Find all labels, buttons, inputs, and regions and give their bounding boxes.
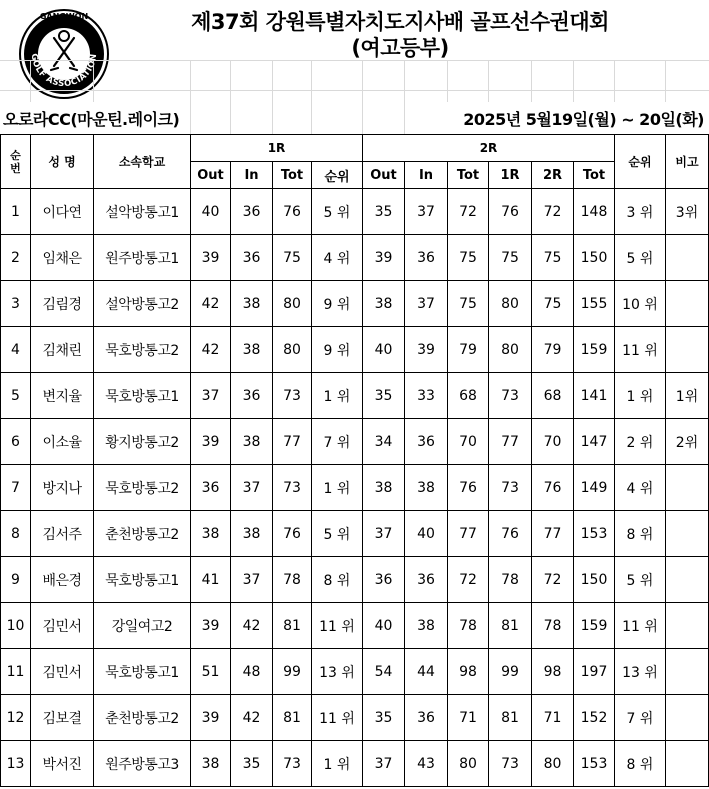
r2-total-score: 76 xyxy=(448,465,489,511)
page-subtitle: (여고등부) xyxy=(351,36,449,60)
r2-out-score: 40 xyxy=(363,603,405,649)
header-sum-2r: 2R xyxy=(532,162,574,189)
header-r1-in: In xyxy=(231,162,273,189)
r1-in-score: 42 xyxy=(231,695,273,741)
round2-score: 75 xyxy=(532,235,574,281)
round2-score: 68 xyxy=(532,373,574,419)
r2-in-score: 38 xyxy=(405,465,448,511)
player-name: 김서주 xyxy=(31,511,94,557)
player-name: 이다연 xyxy=(31,189,94,235)
player-school: 원주방통고3 xyxy=(94,741,191,787)
r2-in-score: 36 xyxy=(405,419,448,465)
header-r2-tot: Tot xyxy=(448,162,489,189)
header-remark: 비고 xyxy=(666,135,709,189)
player-name: 김채린 xyxy=(31,327,94,373)
r2-total-score: 72 xyxy=(448,189,489,235)
r2-out-score: 35 xyxy=(363,373,405,419)
r2-total-score: 79 xyxy=(448,327,489,373)
r1-in-score: 38 xyxy=(231,327,273,373)
table-row xyxy=(1,557,709,603)
remark: 3위 xyxy=(666,189,709,235)
venue-label: 오로라CC(마운틴.레이크) xyxy=(3,107,183,130)
r1-rank: 7 위 xyxy=(312,419,363,465)
player-no: 4 xyxy=(1,327,31,373)
r1-out-score: 39 xyxy=(191,419,231,465)
table-row xyxy=(1,741,709,787)
r2-out-score: 35 xyxy=(363,189,405,235)
table-row xyxy=(1,465,709,511)
r1-total-score: 76 xyxy=(273,189,312,235)
grand-total-score: 147 xyxy=(574,419,615,465)
player-school: 설악방통고2 xyxy=(94,281,191,327)
r2-out-score: 35 xyxy=(363,695,405,741)
r2-total-score: 71 xyxy=(448,695,489,741)
round2-score: 72 xyxy=(532,189,574,235)
golf-ball-icon xyxy=(59,31,69,41)
player-name: 배은경 xyxy=(31,557,94,603)
r2-out-score: 34 xyxy=(363,419,405,465)
header-round1: 1R xyxy=(191,135,363,162)
player-name: 김민서 xyxy=(31,649,94,695)
header-r1-out: Out xyxy=(191,162,231,189)
round1-score: 73 xyxy=(489,465,532,511)
r2-in-score: 40 xyxy=(405,511,448,557)
player-school: 춘천방통고2 xyxy=(94,511,191,557)
player-school: 묵호방통고2 xyxy=(94,327,191,373)
round2-score: 98 xyxy=(532,649,574,695)
r1-in-score: 37 xyxy=(231,465,273,511)
player-no: 13 xyxy=(1,741,31,787)
event-info-row xyxy=(0,102,709,134)
r1-in-score: 36 xyxy=(231,189,273,235)
round1-score: 99 xyxy=(489,649,532,695)
round1-score: 81 xyxy=(489,695,532,741)
player-no: 11 xyxy=(1,649,31,695)
r1-total-score: 73 xyxy=(273,465,312,511)
round1-score: 80 xyxy=(489,327,532,373)
grand-total-score: 197 xyxy=(574,649,615,695)
player-name: 임채은 xyxy=(31,235,94,281)
r1-rank: 1 위 xyxy=(312,741,363,787)
round1-score: 73 xyxy=(489,741,532,787)
r1-in-score: 35 xyxy=(231,741,273,787)
final-rank: 1 위 xyxy=(615,373,666,419)
grand-total-score: 150 xyxy=(574,235,615,281)
r1-total-score: 77 xyxy=(273,419,312,465)
r1-in-score: 38 xyxy=(231,419,273,465)
player-no: 1 xyxy=(1,189,31,235)
header-sum-1r: 1R xyxy=(489,162,532,189)
r2-out-score: 40 xyxy=(363,327,405,373)
round1-score: 81 xyxy=(489,603,532,649)
round1-score: 77 xyxy=(489,419,532,465)
grand-total-score: 150 xyxy=(574,557,615,603)
header-round2: 2R xyxy=(363,135,615,162)
player-school: 원주방통고1 xyxy=(94,235,191,281)
results-table xyxy=(0,134,709,787)
final-rank: 2 위 xyxy=(615,419,666,465)
round2-score: 80 xyxy=(532,741,574,787)
round2-score: 72 xyxy=(532,557,574,603)
player-school: 황지방통고2 xyxy=(94,419,191,465)
remark xyxy=(666,695,709,741)
r1-in-score: 42 xyxy=(231,603,273,649)
final-rank: 4 위 xyxy=(615,465,666,511)
r1-rank: 11 위 xyxy=(312,603,363,649)
remark xyxy=(666,511,709,557)
round1-score: 80 xyxy=(489,281,532,327)
r1-out-score: 37 xyxy=(191,373,231,419)
grand-total-score: 153 xyxy=(574,741,615,787)
table-row xyxy=(1,281,709,327)
table-row xyxy=(1,511,709,557)
final-rank: 8 위 xyxy=(615,511,666,557)
player-no: 2 xyxy=(1,235,31,281)
r1-total-score: 76 xyxy=(273,511,312,557)
r2-out-score: 36 xyxy=(363,557,405,603)
player-name: 이소율 xyxy=(31,419,94,465)
r2-total-score: 72 xyxy=(448,557,489,603)
r1-out-score: 38 xyxy=(191,741,231,787)
r2-in-score: 37 xyxy=(405,281,448,327)
r1-total-score: 80 xyxy=(273,281,312,327)
r2-total-score: 68 xyxy=(448,373,489,419)
player-no: 12 xyxy=(1,695,31,741)
round2-score: 75 xyxy=(532,281,574,327)
table-row xyxy=(1,695,709,741)
final-rank: 10 위 xyxy=(615,281,666,327)
r1-in-score: 48 xyxy=(231,649,273,695)
r1-out-score: 36 xyxy=(191,465,231,511)
player-no: 6 xyxy=(1,419,31,465)
player-name: 김림경 xyxy=(31,281,94,327)
header-r2-out: Out xyxy=(363,162,405,189)
r1-total-score: 75 xyxy=(273,235,312,281)
r1-out-score: 42 xyxy=(191,327,231,373)
final-rank: 3 위 xyxy=(615,189,666,235)
player-no: 9 xyxy=(1,557,31,603)
header-final-rank: 순위 xyxy=(615,135,666,189)
r1-out-score: 39 xyxy=(191,603,231,649)
remark xyxy=(666,465,709,511)
player-school: 묵호방통고1 xyxy=(94,649,191,695)
player-no: 10 xyxy=(1,603,31,649)
remark xyxy=(666,281,709,327)
table-row xyxy=(1,373,709,419)
player-school: 강일여고2 xyxy=(94,603,191,649)
r1-out-score: 41 xyxy=(191,557,231,603)
round2-score: 78 xyxy=(532,603,574,649)
r1-rank: 13 위 xyxy=(312,649,363,695)
page-title: 제37회 강원특별자치도지사배 골프선수권대회 xyxy=(191,10,609,34)
player-no: 5 xyxy=(1,373,31,419)
player-school: 묵호방통고1 xyxy=(94,373,191,419)
r1-in-score: 38 xyxy=(231,511,273,557)
final-rank: 8 위 xyxy=(615,741,666,787)
r2-out-score: 54 xyxy=(363,649,405,695)
player-name: 방지나 xyxy=(31,465,94,511)
r2-out-score: 38 xyxy=(363,281,405,327)
r2-total-score: 80 xyxy=(448,741,489,787)
grand-total-score: 159 xyxy=(574,327,615,373)
final-rank: 5 위 xyxy=(615,557,666,603)
r2-in-score: 43 xyxy=(405,741,448,787)
remark xyxy=(666,557,709,603)
round2-score: 71 xyxy=(532,695,574,741)
grand-total-score: 149 xyxy=(574,465,615,511)
r2-in-score: 38 xyxy=(405,603,448,649)
remark: 2위 xyxy=(666,419,709,465)
r2-total-score: 98 xyxy=(448,649,489,695)
table-row xyxy=(1,603,709,649)
r1-out-score: 39 xyxy=(191,695,231,741)
r1-in-score: 38 xyxy=(231,281,273,327)
r1-out-score: 40 xyxy=(191,189,231,235)
r1-total-score: 81 xyxy=(273,695,312,741)
header-total: Tot xyxy=(574,162,615,189)
header-r1-rank: 순위 xyxy=(312,162,363,189)
remark: 1위 xyxy=(666,373,709,419)
player-name: 김보결 xyxy=(31,695,94,741)
table-row xyxy=(1,189,709,235)
round2-score: 76 xyxy=(532,465,574,511)
player-no: 8 xyxy=(1,511,31,557)
r2-out-score: 38 xyxy=(363,465,405,511)
player-name: 박서진 xyxy=(31,741,94,787)
r2-in-score: 37 xyxy=(405,189,448,235)
r1-out-score: 51 xyxy=(191,649,231,695)
round1-score: 75 xyxy=(489,235,532,281)
r1-out-score: 42 xyxy=(191,281,231,327)
final-rank: 11 위 xyxy=(615,603,666,649)
r1-rank: 5 위 xyxy=(312,511,363,557)
r2-in-score: 36 xyxy=(405,557,448,603)
r2-in-score: 33 xyxy=(405,373,448,419)
final-rank: 5 위 xyxy=(615,235,666,281)
round1-score: 78 xyxy=(489,557,532,603)
round1-score: 73 xyxy=(489,373,532,419)
round2-score: 79 xyxy=(532,327,574,373)
remark xyxy=(666,603,709,649)
spreadsheet-empty-grid xyxy=(0,60,709,102)
grand-total-score: 153 xyxy=(574,511,615,557)
remark xyxy=(666,649,709,695)
final-rank: 7 위 xyxy=(615,695,666,741)
header-name: 성 명 xyxy=(31,135,94,189)
remark xyxy=(666,327,709,373)
player-name: 김민서 xyxy=(31,603,94,649)
r1-rank: 5 위 xyxy=(312,189,363,235)
header-r2-in: In xyxy=(405,162,448,189)
r1-in-score: 36 xyxy=(231,235,273,281)
table-row xyxy=(1,235,709,281)
r2-total-score: 78 xyxy=(448,603,489,649)
player-no: 3 xyxy=(1,281,31,327)
grand-total-score: 159 xyxy=(574,603,615,649)
header-r1-tot: Tot xyxy=(273,162,312,189)
round2-score: 77 xyxy=(532,511,574,557)
grand-total-score: 155 xyxy=(574,281,615,327)
player-school: 묵호방통고2 xyxy=(94,465,191,511)
r1-total-score: 99 xyxy=(273,649,312,695)
player-school: 설악방통고1 xyxy=(94,189,191,235)
r1-rank: 9 위 xyxy=(312,327,363,373)
r1-rank: 11 위 xyxy=(312,695,363,741)
r1-out-score: 38 xyxy=(191,511,231,557)
round2-score: 70 xyxy=(532,419,574,465)
grand-total-score: 148 xyxy=(574,189,615,235)
player-no: 7 xyxy=(1,465,31,511)
r1-in-score: 36 xyxy=(231,373,273,419)
round1-score: 76 xyxy=(489,189,532,235)
r1-total-score: 81 xyxy=(273,603,312,649)
r2-out-score: 39 xyxy=(363,235,405,281)
r1-rank: 1 위 xyxy=(312,373,363,419)
remark xyxy=(666,741,709,787)
table-row xyxy=(1,649,709,695)
r1-total-score: 73 xyxy=(273,741,312,787)
r2-total-score: 75 xyxy=(448,281,489,327)
r2-out-score: 37 xyxy=(363,511,405,557)
logo-ring-text: GOLF ASSOCIATION xyxy=(28,52,100,90)
table-row xyxy=(1,419,709,465)
r2-total-score: 75 xyxy=(448,235,489,281)
player-school: 묵호방통고1 xyxy=(94,557,191,603)
r2-in-score: 39 xyxy=(405,327,448,373)
date-label: 2025년 5월19일(월) ~ 20일(화) xyxy=(459,107,704,130)
r2-out-score: 37 xyxy=(363,741,405,787)
player-school: 춘천방통고2 xyxy=(94,695,191,741)
player-name: 변지율 xyxy=(31,373,94,419)
header-school: 소속학교 xyxy=(94,135,191,189)
round1-score: 76 xyxy=(489,511,532,557)
r1-rank: 1 위 xyxy=(312,465,363,511)
r1-rank: 4 위 xyxy=(312,235,363,281)
r2-in-score: 36 xyxy=(405,695,448,741)
grand-total-score: 141 xyxy=(574,373,615,419)
r2-in-score: 36 xyxy=(405,235,448,281)
r2-total-score: 77 xyxy=(448,511,489,557)
r1-total-score: 78 xyxy=(273,557,312,603)
header-rank-no: 순번 xyxy=(1,135,31,189)
table-row xyxy=(1,327,709,373)
grand-total-score: 152 xyxy=(574,695,615,741)
r1-total-score: 80 xyxy=(273,327,312,373)
final-rank: 11 위 xyxy=(615,327,666,373)
r1-rank: 8 위 xyxy=(312,557,363,603)
r2-total-score: 70 xyxy=(448,419,489,465)
logo-top-text: GANGWON xyxy=(39,12,89,21)
final-rank: 13 위 xyxy=(615,649,666,695)
r1-total-score: 73 xyxy=(273,373,312,419)
r1-in-score: 37 xyxy=(231,557,273,603)
r1-out-score: 39 xyxy=(191,235,231,281)
r2-in-score: 44 xyxy=(405,649,448,695)
r1-rank: 9 위 xyxy=(312,281,363,327)
remark xyxy=(666,235,709,281)
